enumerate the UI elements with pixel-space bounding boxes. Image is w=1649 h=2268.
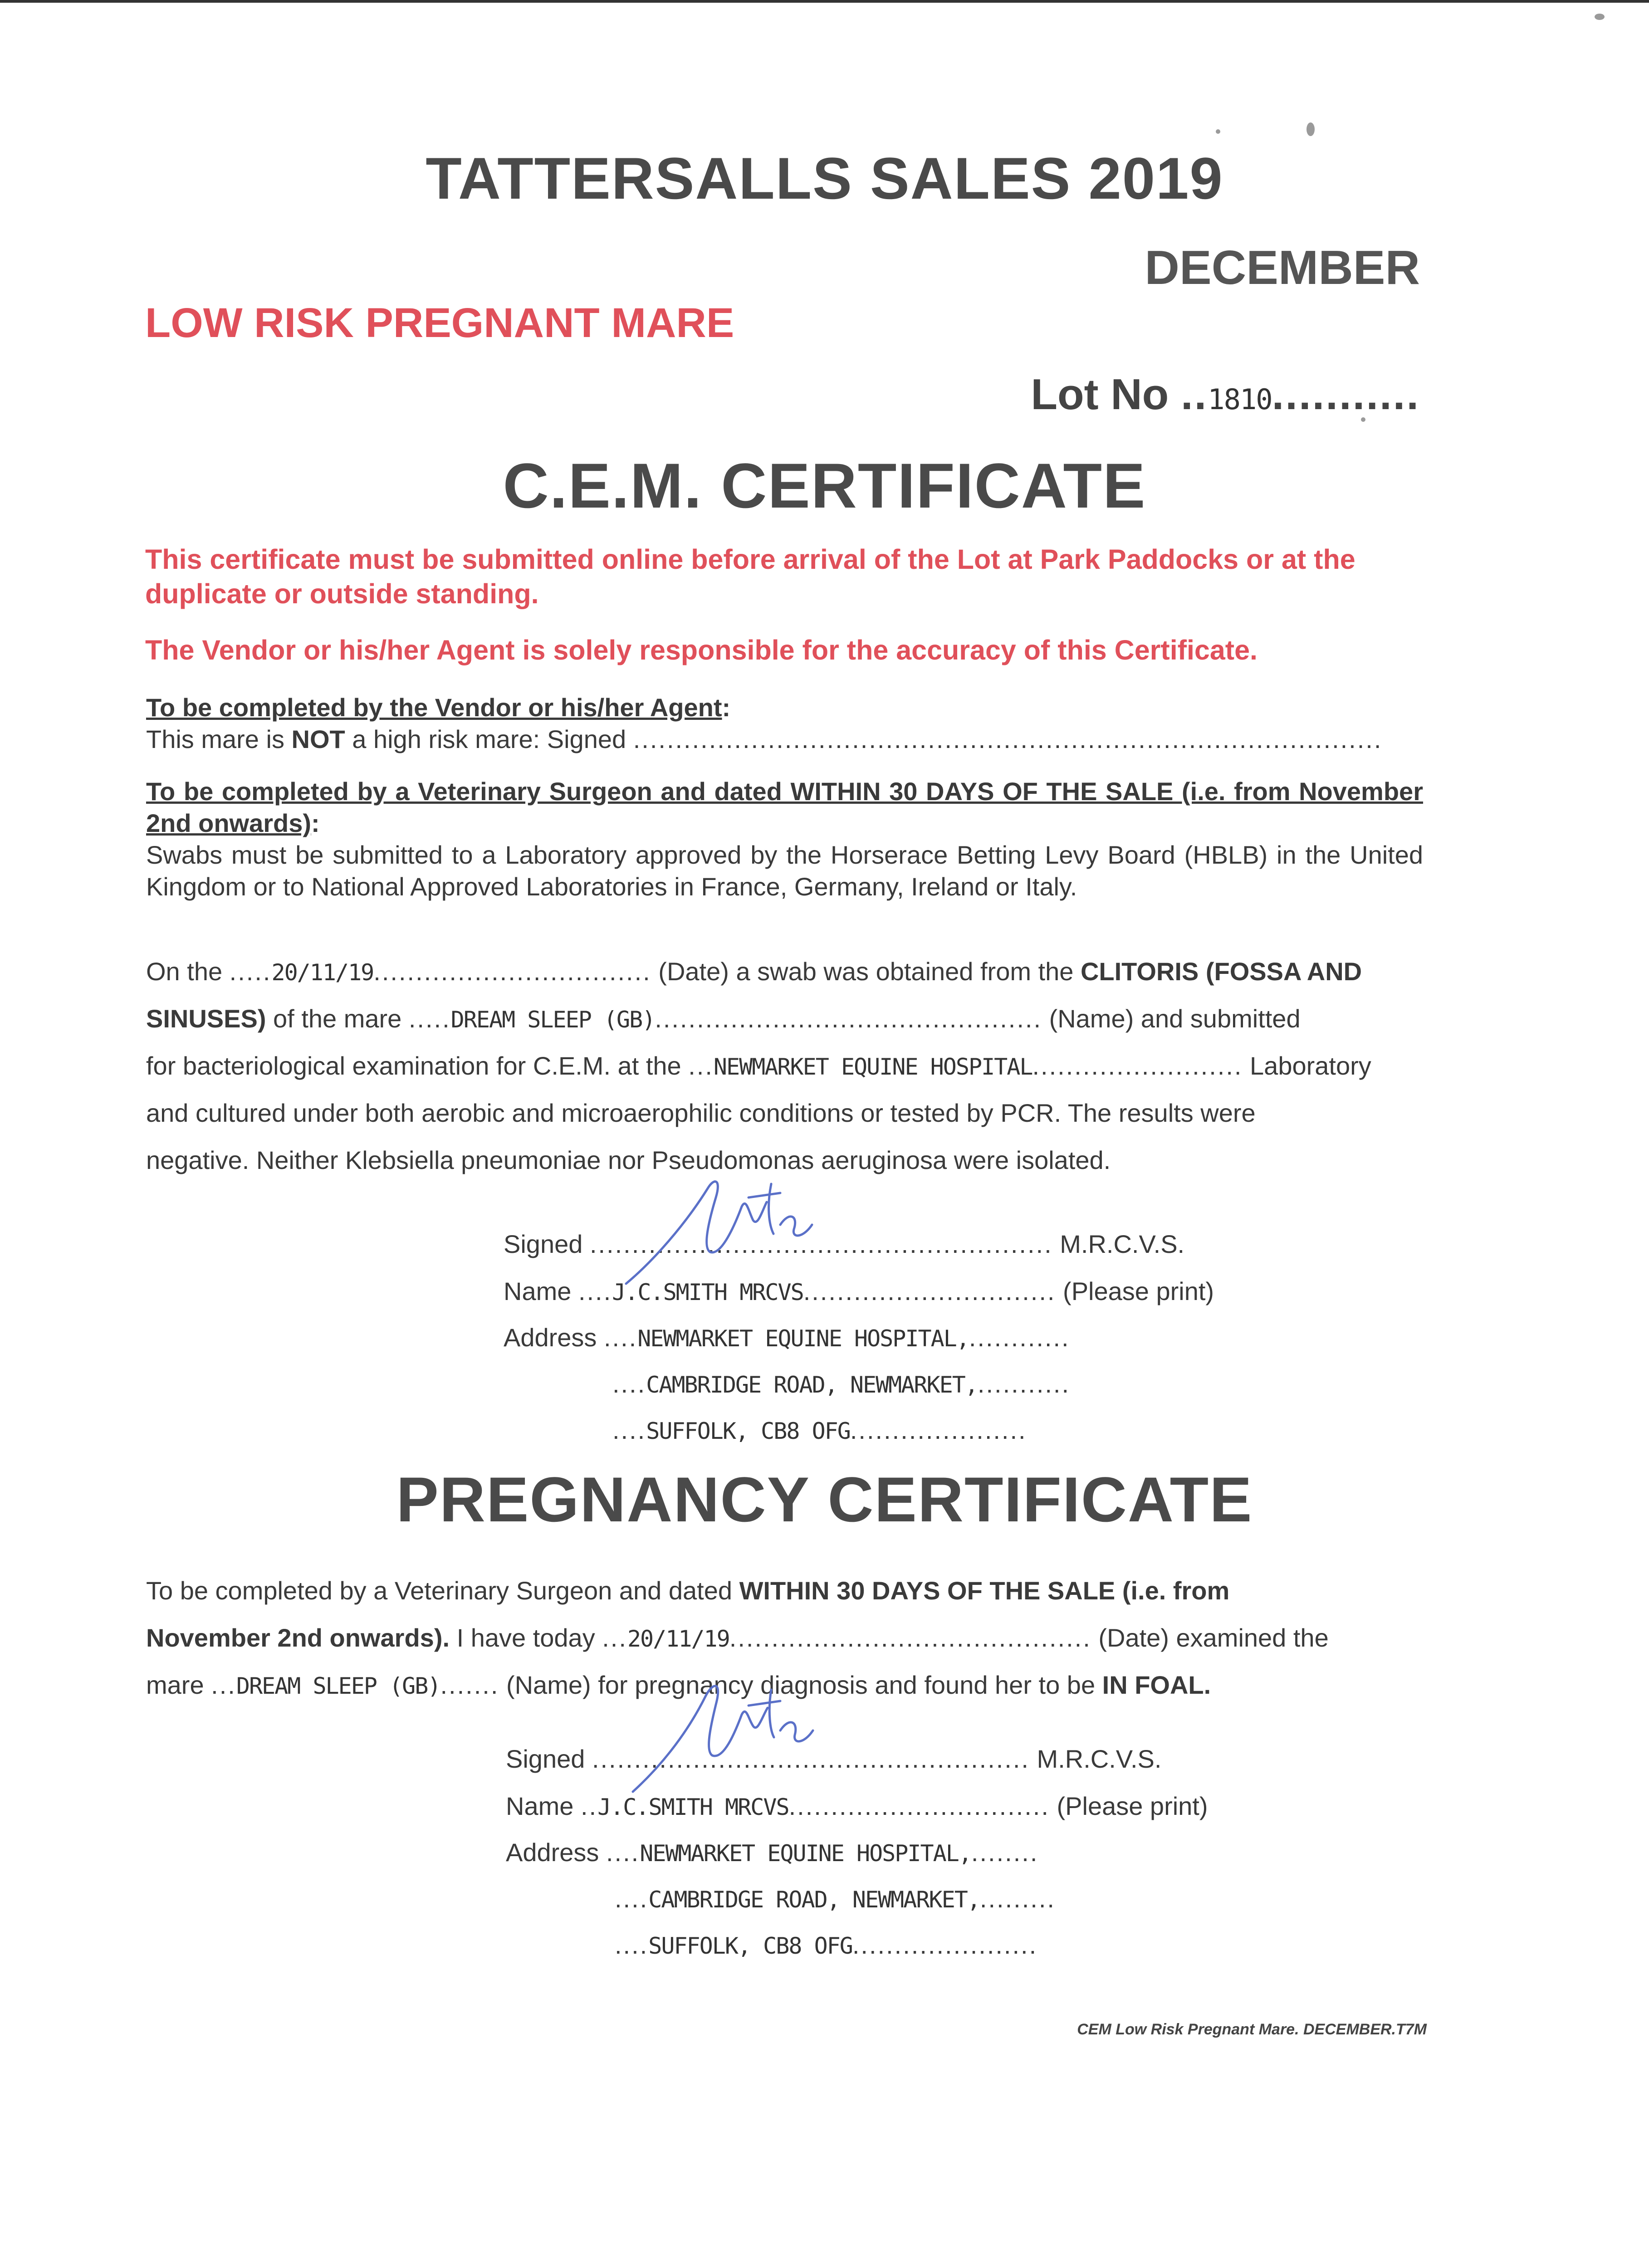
vet-instructions: Swabs must be submitted to a Laboratory approved by the Horserace Betting Levy Board (HBLB) in the United Kingdom or to National Approved Laboratories in France, Germany, Ireland or Italy. xyxy=(146,841,1423,901)
pregnancy-intro-text: To be completed by a Veterinary Surgeon and dated xyxy=(146,1576,739,1605)
pregnancy-address-line-1[interactable]: NEWMARKET EQUINE HOSPITAL, xyxy=(640,1840,971,1867)
vendor-signed-label: a high risk mare: Signed xyxy=(345,725,633,753)
scan-edge xyxy=(0,0,1649,3)
cem-address-line-2[interactable]: CAMBRIDGE ROAD, NEWMARKET, xyxy=(646,1372,978,1398)
pregnancy-vet-signature xyxy=(626,1669,826,1796)
pregnancy-examined-text: (Date) examined the xyxy=(1091,1623,1329,1652)
cem-name-label: Name xyxy=(504,1277,578,1305)
scan-speck xyxy=(1216,129,1220,134)
pregnancy-vet-name-value[interactable]: J.C.SMITH MRCVS xyxy=(597,1794,789,1820)
scan-speck xyxy=(1595,14,1605,20)
pregnancy-deadline-text-cont: November 2nd onwards). xyxy=(146,1623,450,1652)
lot-label: Lot No xyxy=(1031,370,1169,419)
cem-vet-name-value[interactable]: J.C.SMITH MRCVS xyxy=(612,1279,803,1305)
swab-mare-name-value[interactable]: DREAM SLEEP (GB) xyxy=(450,1007,655,1033)
certificate-page: TATTERSALLS SALES 2019 DECEMBER LOW RISK PREGNANT MARE Lot No ..1810........... C.E.M. CERTIFICATE This certificate must be submitted online before arrival of the Lot at Park Paddocks or at the duplicate or outside standing. The Vendor or his/her Agent is solely responsible for the accuracy of this Certificate. To be completed by the Vendor or his/her Agent: This mare is NOT a high risk mare: Signed ......................................................................................... To be completed by a Veterinary Surgeon and dated WITHIN 30 DAYS OF THE SALE (i.e. from November 2nd onwards): Swabs must be submitted to a Laboratory approved by the Horserace Betting Levy Board (HBLB) in the United Kingdom or to National Approved Laboratories in France, Germany, Ireland or Italy. On the .....20/11/19................................. (Date) a swab was obtained from the CLITORIS (FOSSA AND SINUSES) of the mare .....DREAM SLEEP (GB).............................................. (Name) and submitted for bacteriological examination for C.E.M. at the ...NEWMARKET EQUINE HOSPITAL......................... Laboratory and cultured under both aerobic and microaerophilic conditions or tested by PCR. The results were negative. Neither Klebsiella pneumoniae nor Pseudomonas aeruginosa were isolated. Signed ....................................................... M.R.C.V.S. Name ....J.C.SMITH MRCVS.............................. (Please print) Address ....NEWMARKET EQUINE HOSPITAL,............ ....CAMBRIDGE ROAD, NEWMARKET,........... ....SUFFOLK, CB8 OFG..................... PREGNANCY CERTIFICATE To be completed by a Veterinary Surgeon and dated WITHIN 30 DAYS OF THE SALE (i.e. from November 2nd onwards). I have today ...20/11/19........................................... (Date) examined the mare ...DREAM SLEEP (GB)....... (Name) for pregnancy diagnosis and found her to be IN FOAL. Signed .................................................... M.R.C.V.S. Name ..J.C.SMITH MRCVS............................... (Please print) Address ....NEWMARKET EQUINE HOSPITAL,........ ....CAMBRIDGE ROAD, NEWMARKET,......... ....SUFFOLK, CB8 OFG...................... CEM Low Risk Pregnant Mare. DECEMBER.T7M xyxy=(0,0,1649,2268)
pregnancy-address-line-2[interactable]: CAMBRIDGE ROAD, NEWMARKET, xyxy=(648,1887,980,1913)
swab-site-text: CLITORIS (FOSSA AND xyxy=(1080,957,1362,986)
cem-signed-label: Signed xyxy=(504,1230,590,1258)
cem-address-label: Address xyxy=(504,1323,604,1352)
swab-site-text-cont: SINUSES) xyxy=(146,1004,266,1033)
pregnancy-address-label: Address xyxy=(506,1838,606,1867)
pregnancy-signed-label: Signed xyxy=(506,1745,592,1773)
swab-paragraph: On the .....20/11/19................................. (Date) a swab was obtained from the CLITORIS (FOSSA AND SINUSES) of the mare .....DREAM SLEEP (GB).............................................. (Name) and submitted for bacteriological examination for C.E.M. at the ...NEWMARKET EQUINE HOSPITAL......................... Laboratory and cultured under both aerobic and microaerophilic conditions or tested by PCR. The results were negative. Neither Klebsiella pneumoniae nor Pseudomonas aeruginosa were isolated. xyxy=(146,948,1423,1184)
cem-vet-signature xyxy=(617,1170,826,1288)
cem-certificate-title: C.E.M. CERTIFICATE xyxy=(503,450,1146,521)
laboratory-label: Laboratory xyxy=(1243,1051,1371,1080)
swab-exam-text: for bacteriological examination for C.E.M. at the xyxy=(146,1051,689,1080)
cem-address-line-1[interactable]: NEWMARKET EQUINE HOSPITAL, xyxy=(637,1325,969,1352)
pregnancy-mare-name-value[interactable]: DREAM SLEEP (GB) xyxy=(236,1673,440,1699)
pregnancy-mare-label: mare xyxy=(146,1671,211,1699)
vet-heading: To be completed by a Veterinary Surgeon and dated WITHIN 30 DAYS OF THE SALE (i.e. from November 2nd onwards) xyxy=(146,777,1423,837)
vet-section: To be completed by a Veterinary Surgeon and dated WITHIN 30 DAYS OF THE SALE (i.e. from November 2nd onwards): Swabs must be submitted to a Laboratory approved by the Horserace Betting Levy Board (HBLB) in the United Kingdom or to National Approved Laboratories in France, Germany, Ireland or Italy. xyxy=(146,776,1423,903)
submission-notice: This certificate must be submitted online before arrival of the Lot at Park Paddocks or at the duplicate or outside standing. xyxy=(145,544,1355,609)
sale-title: TATTERSALLS SALES 2019 xyxy=(426,145,1223,211)
swab-on-the-text: On the xyxy=(146,957,230,986)
mare-category: LOW RISK PREGNANT MARE xyxy=(145,300,734,346)
swab-date-value[interactable]: 20/11/19 xyxy=(271,959,374,986)
result-text: negative. Neither Klebsiella pneumoniae nor Pseudomonas aeruginosa were isolated. xyxy=(146,1146,1111,1174)
pregnancy-mrcvs-label: M.R.C.V.S. xyxy=(1029,1745,1162,1773)
pregnancy-address-line-3[interactable]: SUFFOLK, CB8 OFG xyxy=(648,1933,852,1959)
pregnancy-certificate-title: PREGNANCY CERTIFICATE xyxy=(396,1464,1253,1535)
swab-date-text: (Date) a swab was obtained from the xyxy=(651,957,1081,986)
pregnancy-please-print: (Please print) xyxy=(1049,1792,1208,1820)
pregnancy-deadline-text: WITHIN 30 DAYS OF THE SALE (i.e. from xyxy=(739,1576,1230,1605)
scan-speck xyxy=(1306,122,1315,136)
pregnancy-date-value[interactable]: 20/11/19 xyxy=(627,1626,729,1652)
vendor-heading: To be completed by the Vendor or his/her Agent xyxy=(146,693,722,722)
lot-number-field: Lot No ..1810........... xyxy=(1031,370,1420,419)
form-reference: CEM Low Risk Pregnant Mare. DECEMBER.T7M xyxy=(1077,2021,1427,2038)
pregnancy-result: IN FOAL. xyxy=(1102,1671,1211,1699)
swab-mare-label: of the mare xyxy=(266,1004,409,1033)
pregnancy-today-text: I have today xyxy=(450,1623,602,1652)
lot-number-value: 1810 xyxy=(1208,383,1272,416)
vendor-statement-text: This mare is xyxy=(146,725,292,753)
responsibility-notice: The Vendor or his/her Agent is solely responsible for the accuracy of this Certificate. xyxy=(145,635,1258,665)
cem-address-line-3[interactable]: SUFFOLK, CB8 OFG xyxy=(646,1418,850,1444)
pregnancy-diagnosis-text: (Name) for pregnancy diagnosis and found her to be xyxy=(499,1671,1102,1699)
vendor-section: To be completed by the Vendor or his/her Agent: This mare is NOT a high risk mare: Signed ......................................................................................... xyxy=(146,693,1383,753)
cem-mrcvs-label: M.R.C.V.S. xyxy=(1052,1230,1185,1258)
vendor-statement-not: NOT xyxy=(291,725,345,753)
pregnancy-name-label: Name xyxy=(506,1792,581,1820)
cem-signature-line[interactable]: ....................................................... xyxy=(589,1230,1053,1258)
pregnancy-paragraph: To be completed by a Veterinary Surgeon and dated WITHIN 30 DAYS OF THE SALE (i.e. from November 2nd onwards). I have today ...20/11/19........................................... (Date) examined the mare ...DREAM SLEEP (GB)....... (Name) for pregnancy diagnosis and found her to be IN FOAL. xyxy=(146,1576,1329,1699)
cem-please-print: (Please print) xyxy=(1056,1277,1214,1305)
pregnancy-signature-line[interactable]: .................................................... xyxy=(592,1745,1030,1773)
culture-text: and cultured under both aerobic and microaerophilic conditions or tested by PCR. The results were xyxy=(146,1099,1256,1127)
swab-submitted-text: (Name) and submitted xyxy=(1042,1004,1301,1033)
vendor-signature-line[interactable]: ......................................................................................... xyxy=(633,725,1383,753)
laboratory-value[interactable]: NEWMARKET EQUINE HOSPITAL xyxy=(713,1054,1032,1080)
sale-month: DECEMBER xyxy=(1145,241,1420,294)
